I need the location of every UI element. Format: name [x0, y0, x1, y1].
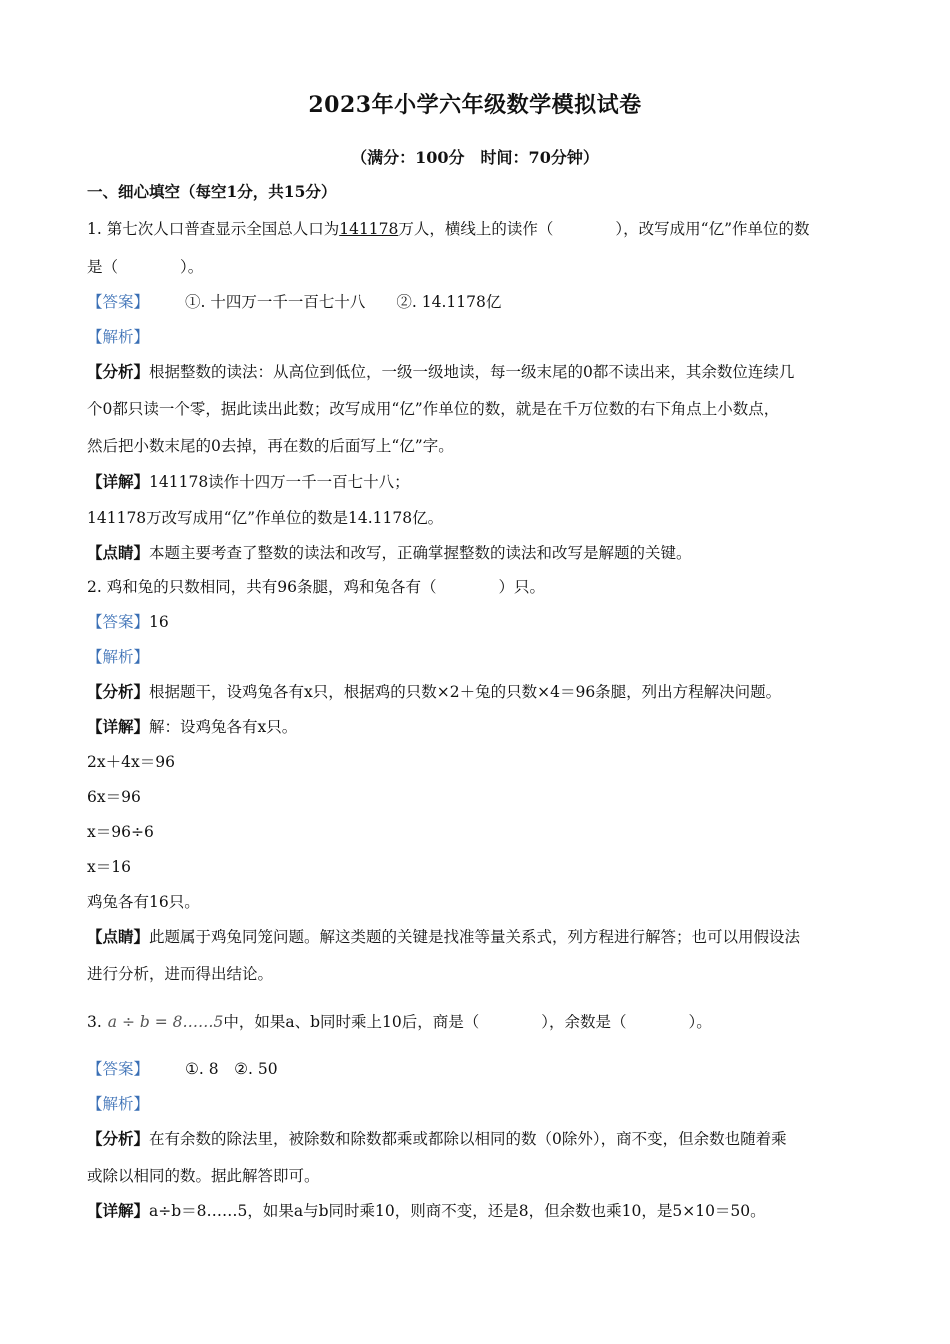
- q1-fenxi-l3: 然后把小数末尾的0去掉，再在数的后面写上“亿”字。: [87, 437, 454, 455]
- xiangjie-tag: 【详解】: [87, 717, 150, 736]
- question-1-line2: 是（ ）。: [87, 258, 204, 276]
- q1-fenxi-l1: 根据整数的读法：从高位到低位，一级一级地读，每一级末尾的0都不读出来，其余数位连续几: [149, 363, 795, 381]
- q2-step: 6x＝96: [87, 788, 141, 806]
- q3-number: 3.: [87, 1013, 102, 1031]
- q3-fenxi-l1: 在有余数的除法里，被除数和除数都乘或都除以相同的数（0除外），商不变，但余数也随着乘: [149, 1130, 787, 1148]
- answer-tag: 【答案】: [87, 293, 150, 311]
- q2-xiangjie: [87, 716, 877, 738]
- q3-answer-text: ①. 8 ②. 50: [185, 1060, 278, 1078]
- q3-answer: [87, 1058, 877, 1080]
- question-3: [87, 1011, 877, 1033]
- q2-step: 2x＋4x＝96: [87, 753, 175, 771]
- q1-fenxi: [87, 361, 877, 383]
- q1-xiangjie: [87, 471, 877, 493]
- page-subtitle: （满分：100分 时间：70分钟）: [351, 148, 599, 167]
- q2-fenxi: [87, 681, 877, 703]
- q2-step: x＝96÷6: [87, 823, 154, 841]
- q1-answer-text: ①. 十四万一千一百七十八 ②. 14.1178亿: [185, 293, 502, 311]
- q3-fenxi-l2: 或除以相同的数。据此解答即可。: [87, 1167, 320, 1185]
- q3-xiangjie-text: a÷b＝8……5，如果a与b同时乘10，则商不变，还是8，但余数也乘10，是5×10＝50。: [149, 1202, 766, 1220]
- q2-step: x＝16: [87, 858, 131, 876]
- dianjing-tag: 【点睛】: [87, 927, 150, 946]
- fenxi-tag: 【分析】: [87, 362, 150, 381]
- q3-math-expression: a ÷ b = 8……5: [107, 1013, 224, 1031]
- question-1: [87, 218, 877, 240]
- question-2: 2. 鸡和兔的只数相同，共有96条腿，鸡和兔各有（ ）只。: [87, 578, 545, 596]
- q2-analysis-tag: 【解析】: [87, 648, 150, 666]
- section-heading: 一、细心填空（每空1分，共15分）: [87, 182, 337, 201]
- q3-xiangjie: [87, 1200, 877, 1222]
- q1-fenxi-l2: 个0都只读一个零，据此读出此数；改写成用“亿”作单位的数，就是在千万位数的右下角点上小数点，: [87, 400, 780, 418]
- page-title: 2023年小学六年级数学模拟试卷: [308, 92, 642, 118]
- xiangjie-tag: 【详解】: [87, 1201, 150, 1220]
- q3-rest: 中，如果a、b同时乘上10后，商是（ ），余数是（ ）。: [223, 1013, 712, 1031]
- answer-tag: 【答案】: [87, 613, 150, 631]
- q1-rest: 万人，横线上的读作（ ），改写成用“亿”作单位的数: [398, 220, 810, 238]
- q2-dianjing: [87, 926, 877, 948]
- fenxi-tag: 【分析】: [87, 1129, 150, 1148]
- q2-step: 鸡兔各有16只。: [87, 893, 200, 911]
- q1-underlined-number: 141178: [339, 220, 399, 238]
- q2-dianjing-l2: 进行分析，进而得出结论。: [87, 965, 274, 983]
- q1-analysis-tag: 【解析】: [87, 328, 150, 346]
- q3-fenxi: [87, 1128, 877, 1150]
- q2-answer-text: 16: [149, 613, 169, 631]
- q1-dianjing-text: 本题主要考查了整数的读法和改写，正确掌握整数的读法和改写是解题的关键。: [149, 544, 692, 562]
- q1-answer: [87, 291, 877, 313]
- dianjing-tag: 【点睛】: [87, 543, 150, 562]
- q1-dianjing: [87, 542, 877, 564]
- q2-fenxi-text: 根据题干，设鸡兔各有x只，根据鸡的只数×2＋兔的只数×4＝96条腿，列出方程解决问题。: [149, 683, 782, 701]
- fenxi-tag: 【分析】: [87, 682, 150, 701]
- q2-xiangjie-text: 解：设鸡兔各有x只。: [149, 718, 298, 736]
- q1-xiangjie-l2: 141178万改写成用“亿”作单位的数是14.1178亿。: [87, 509, 444, 527]
- xiangjie-tag: 【详解】: [87, 472, 150, 491]
- q3-analysis-tag: 【解析】: [87, 1095, 150, 1113]
- q2-answer: [87, 611, 877, 633]
- q2-dianjing-l1: 此题属于鸡兔同笼问题。解这类题的关键是找准等量关系式，列方程进行解答；也可以用假设法: [149, 928, 801, 946]
- answer-tag: 【答案】: [87, 1060, 150, 1078]
- q1-xiangjie-l1: 141178读作十四万一千一百七十八；: [149, 473, 410, 491]
- q1-prefix: 1. 第七次人口普查显示全国总人口为: [87, 220, 340, 238]
